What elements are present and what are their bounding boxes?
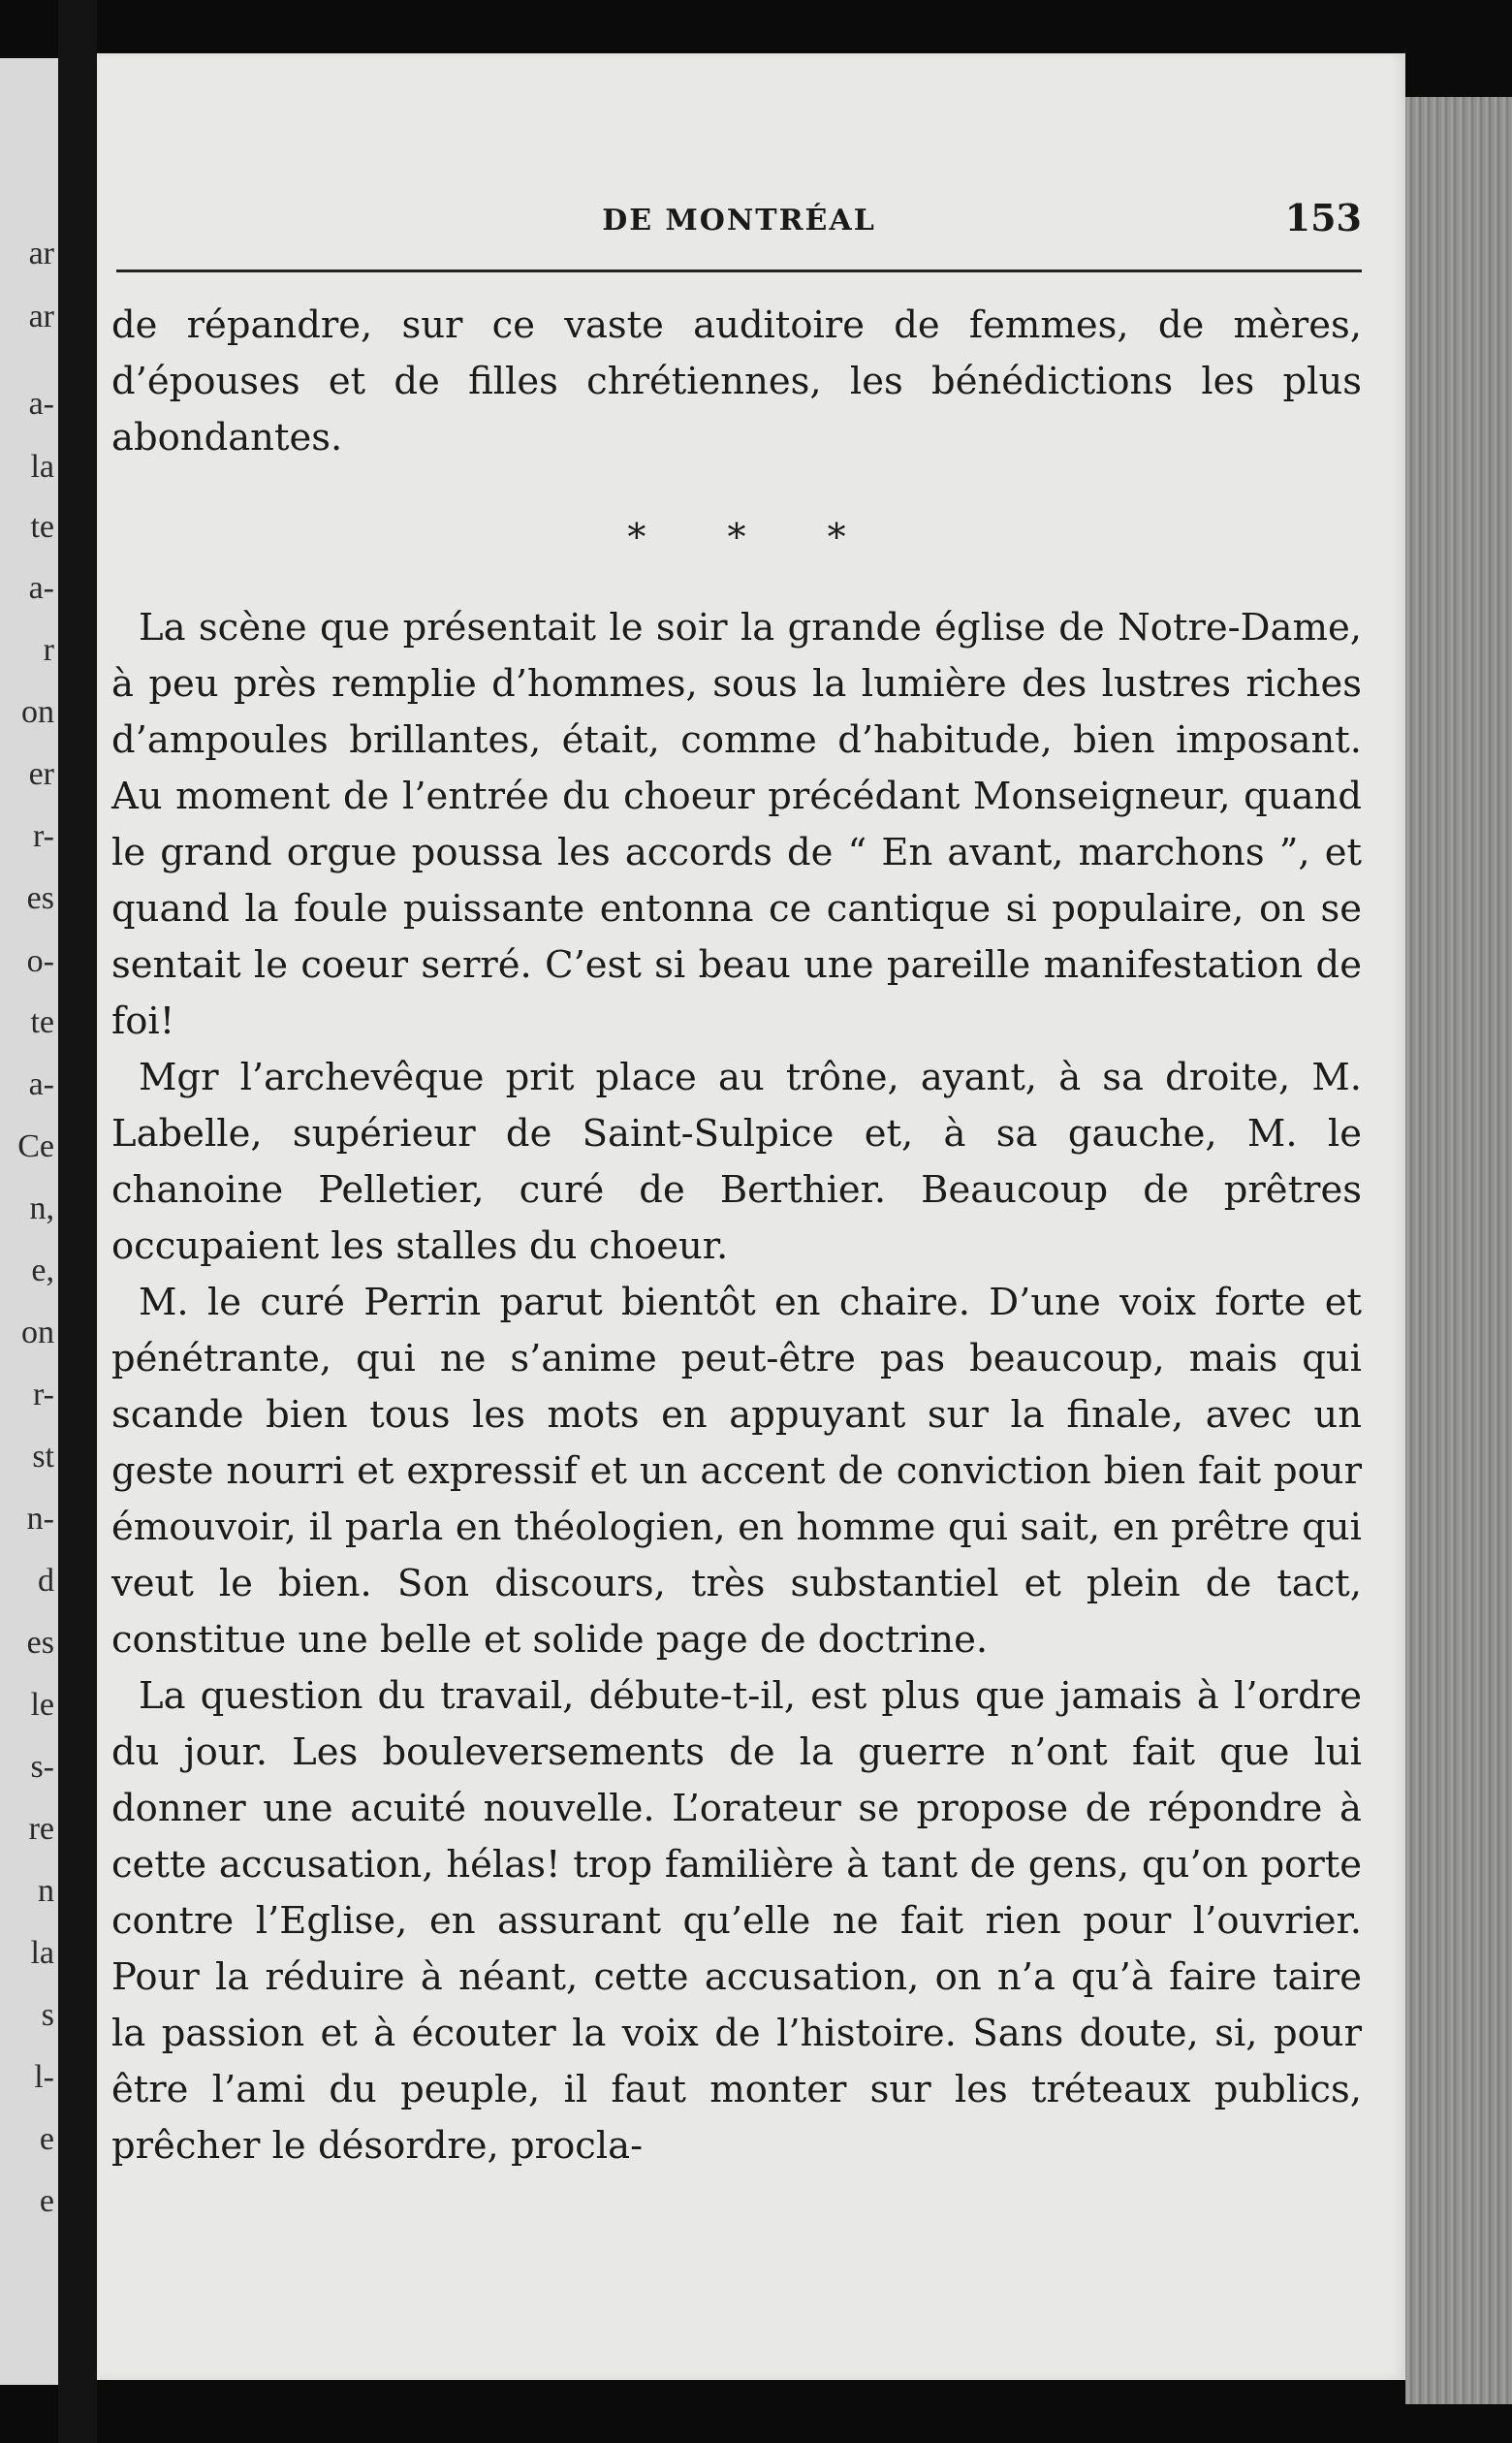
margin-fragment: le — [30, 1687, 54, 1723]
margin-fragment: la — [30, 449, 54, 485]
section-separator: * * * — [627, 516, 881, 558]
margin-fragment: s — [41, 1997, 54, 2033]
paragraph-continuation: de répandre, sur ce vaste auditoire de femmes, de mères, d’épouses et de filles chrétiennes, les bénédictions les plus abondantes. — [111, 303, 1362, 460]
margin-fragment: ar — [28, 299, 54, 334]
book-page — [97, 53, 1405, 2380]
margin-fragment: es — [26, 1625, 54, 1661]
body-text — [111, 298, 1362, 2174]
margin-fragment: e — [39, 2183, 54, 2219]
margin-fragment: l- — [34, 2059, 54, 2095]
margin-fragment: on — [21, 694, 54, 730]
margin-fragment: a- — [28, 386, 54, 422]
page-stack-edge — [1405, 97, 1512, 2404]
margin-fragment: re — [28, 1811, 54, 1847]
margin-fragment: st — [32, 1439, 54, 1475]
book-gutter — [58, 0, 97, 2443]
adjacent-page-fragment — [0, 58, 58, 2385]
page-number: 153 — [1284, 196, 1362, 239]
paragraph: Mgr l’archevêque prit place au trône, ayant, à sa droite, M. Labelle, supérieur de Saint-Sulpice et, à sa gauche, M. le chanoine Pelletier, curé de Berthier. Beaucoup de prêtres occupaient les stalles du choeur. — [111, 1056, 1362, 1268]
margin-fragment: s- — [30, 1749, 54, 1785]
margin-fragment: te — [30, 509, 54, 545]
margin-fragment: a- — [28, 1066, 54, 1102]
margin-fragment: n- — [26, 1501, 54, 1537]
margin-fragment: es — [26, 880, 54, 916]
margin-fragment: d — [38, 1563, 54, 1599]
paragraph: La question du travail, débute-t-il, est plus que jamais à l’ordre du jour. Les bouleversements de la guerre n’ont fait que lui donner une acuité nouvelle. L’orateur se propose de répondre à cette accusation, hélas! trop familière à tant de gens, qu’on porte contre l’Eglise, en assurant qu’elle ne fait rien pour l’ouvrier. Pour la réduire à néant, cette accusation, on n’a qu’à faire taire la passion et à écouter la voix de l’histoire. Sans doute, si, pour être l’ami du peuple, il faut monter sur les tréteaux publics, prêcher le désordre, procla- — [111, 1674, 1362, 2168]
margin-fragment: e, — [31, 1253, 54, 1288]
margin-fragment: la — [30, 1935, 54, 1971]
margin-fragment: on — [21, 1315, 54, 1350]
margin-fragment: er — [28, 756, 54, 792]
page-header — [116, 194, 1362, 252]
margin-fragment: r — [43, 632, 54, 668]
margin-fragment: n, — [29, 1190, 54, 1226]
margin-fragment: ar — [28, 236, 54, 271]
margin-fragment: e — [39, 2121, 54, 2157]
margin-fragment: n — [38, 1873, 54, 1909]
margin-fragment: Ce — [17, 1128, 54, 1164]
margin-fragment: te — [30, 1004, 54, 1040]
margin-fragment: r- — [33, 818, 54, 854]
margin-fragment: o- — [26, 943, 54, 979]
paragraph: La scène que présentait le soir la grande église de Notre-Dame, à peu près remplie d’hommes, sous la lumière des lustres riches d’ampoules brillantes, était, comme d’habitude, bien imposant. Au moment de l’entrée du choeur précédant Monseigneur, quand le grand orgue poussa les accords de “ En avant, marchons ”, et quand la foule puissante entonna ce cantique si populaire, on se sentait le coeur serré. C’est si beau une pareille manifestation de foi! — [111, 606, 1362, 1043]
paragraph: M. le curé Perrin parut bientôt en chaire. D’une voix forte et pénétrante, qui ne s’anime peut-être pas beaucoup, mais qui scande bien tous les mots en appuyant sur la finale, avec un geste nourri et expressif et un accent de conviction bien fait pour émouvoir, il parla en théologien, en homme qui sait, en prêtre qui veut le bien. Son discours, très substantiel et plein de tact, constitue une belle et solide page de doctrine. — [111, 1281, 1362, 1662]
header-rule — [116, 270, 1362, 272]
margin-fragment: a- — [28, 570, 54, 606]
margin-fragment: r- — [33, 1377, 54, 1412]
running-head: DE MONTRÉAL — [602, 204, 876, 238]
